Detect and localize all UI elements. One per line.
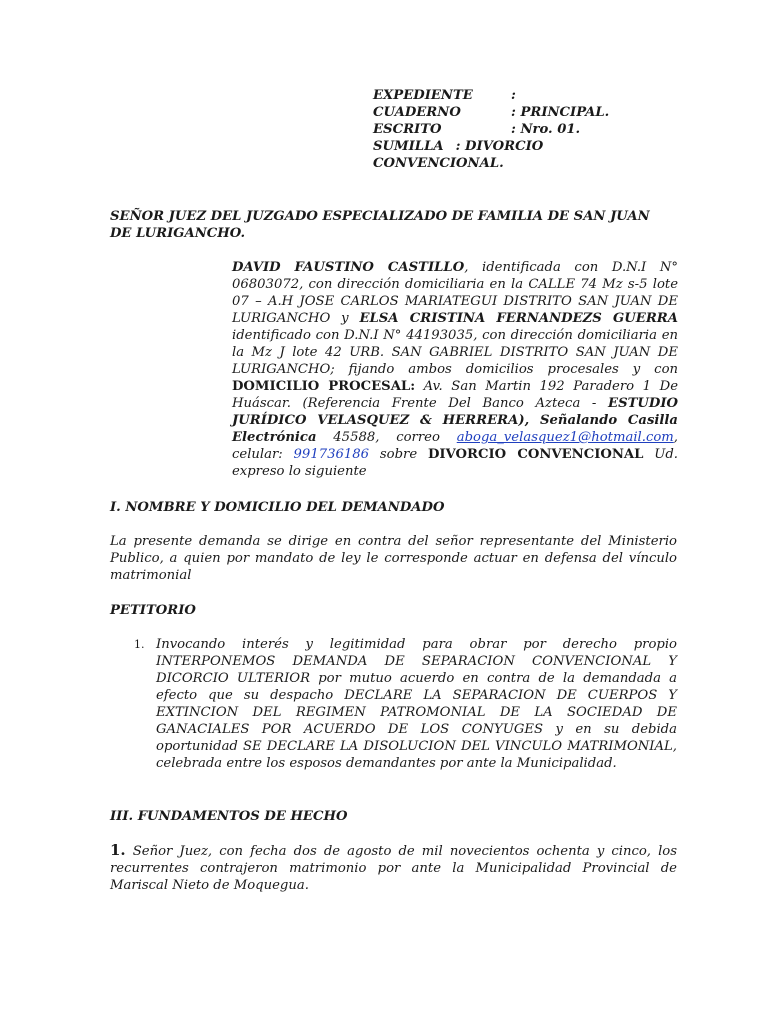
casilla-label: Señalando Casilla Electrónica — [232, 413, 678, 445]
intro-text-1: , identificada con D.N.I N° 06803072, con dirección domiciliaria en la CALLE 74 Mz s-5 lote 07 – A.H JOSE CARLOS MARIATEGUI DISTRITO SAN JUAN DE LURIGANCHO y — [232, 260, 678, 326]
petitorio-item-text: Invocando interés y legitimidad para obrar por derecho propio INTERPONEMOS DEMANDA DE SEPARACION CONVENCIONAL Y DICORCIO ULTERIOR por mutuo acuerdo en contra de la demandada a efecto que su despacho DECLARE LA SEPARACION DE CUERPOS Y EXTINCION DEL REGIMEN PATROMONIAL DE LA SOCIEDAD DE GANACIALES POR ACUERDO DE LOS CONYUGES y en su debida oportunidad SE DECLARE LA DISOLUCION DEL VINCULO MATRIMONIAL, celebrada entre los esposos demandantes por ante la Municipalidad. — [156, 637, 677, 771]
domicilio-procesal-label: DOMICILIO PROCESAL: — [232, 379, 416, 394]
escrito-row — [373, 121, 643, 138]
sumilla-continuation-row — [373, 155, 643, 172]
intro-text-3: Av. San Martin 192 Paradero 1 De Huáscar. (Referencia Frente Del Banco Azteca - — [232, 379, 678, 411]
petitioner-2-name: ELSA CRISTINA FERNANDEZS GUERRA — [359, 311, 678, 326]
intro-text-7: sobre — [369, 447, 428, 462]
cuaderno-label: CUADERNO — [373, 105, 461, 120]
section-1-title: I. NOMBRE Y DOMICILIO DEL DEMANDADO — [110, 500, 445, 515]
phone-number: 991736186 — [293, 447, 370, 462]
expediente-label: EXPEDIENTE — [373, 88, 473, 103]
petitioner-1-name: DAVID FAUSTINO CASTILLO — [232, 260, 465, 275]
intro-text-8: Ud. expreso lo siguiente — [232, 447, 678, 479]
intro-text-2: identificado con D.N.I N° 44193035, con dirección domiciliaria en la Mz J lote 42 URB. SAN GABRIEL DISTRITO SAN JUAN DE LURIGANCHO; fijando ambos domicilios procesales y con — [232, 328, 678, 377]
petitorio-item-number: 1. — [134, 638, 145, 651]
case-header — [373, 87, 643, 172]
section-3-title: III. FUNDAMENTOS DE HECHO — [110, 809, 348, 824]
divorcio-label: DIVORCIO CONVENCIONAL — [427, 447, 644, 462]
estudio-name: ESTUDIO JURÍDICO VELASQUEZ & HERRERA — [232, 396, 678, 428]
intro-text-5: 45588, correo — [316, 430, 457, 445]
intro-paragraph — [232, 259, 678, 480]
section-1-body: La presente demanda se dirige en contra del señor representante del Ministerio Publico, a quien por mandato de ley le corresponde actuar en defensa del vínculo matrimonial — [110, 534, 677, 583]
expediente-value: : — [511, 88, 516, 103]
sumilla-label: SUMILLA — [373, 139, 444, 154]
section-3-number: 1. — [110, 841, 126, 859]
cuaderno-row — [373, 104, 643, 121]
expediente-row — [373, 87, 643, 104]
sumilla-value: : DIVORCIO — [455, 139, 544, 154]
intro-text-6: , celular: — [232, 430, 678, 462]
addressee: SEÑOR JUEZ DEL JUZGADO ESPECIALIZADO DE FAMILIA DE SAN JUAN DE LURIGANCHO. — [110, 209, 650, 241]
email-link[interactable]: aboga_velasquez1@hotmail.com — [456, 430, 674, 445]
sumilla-row — [373, 138, 643, 155]
section-3-body — [110, 842, 677, 894]
section-3-text: Señor Juez, con fecha dos de agosto de mil novecientos ochenta y cinco, los recurrentes contrajeron matrimonio por ante la Municipalidad Provincial de Mariscal Nieto de Moquegua. — [110, 844, 677, 893]
petitorio-list-item — [110, 636, 677, 772]
escrito-label: ESCRITO — [373, 122, 442, 137]
sumilla-value-continuation: CONVENCIONAL. — [373, 156, 504, 171]
petitorio-title: PETITORIO — [110, 603, 196, 618]
escrito-value: : Nro. 01. — [511, 122, 581, 137]
intro-text-4: ), — [518, 413, 540, 428]
cuaderno-value: : PRINCIPAL. — [511, 105, 610, 120]
